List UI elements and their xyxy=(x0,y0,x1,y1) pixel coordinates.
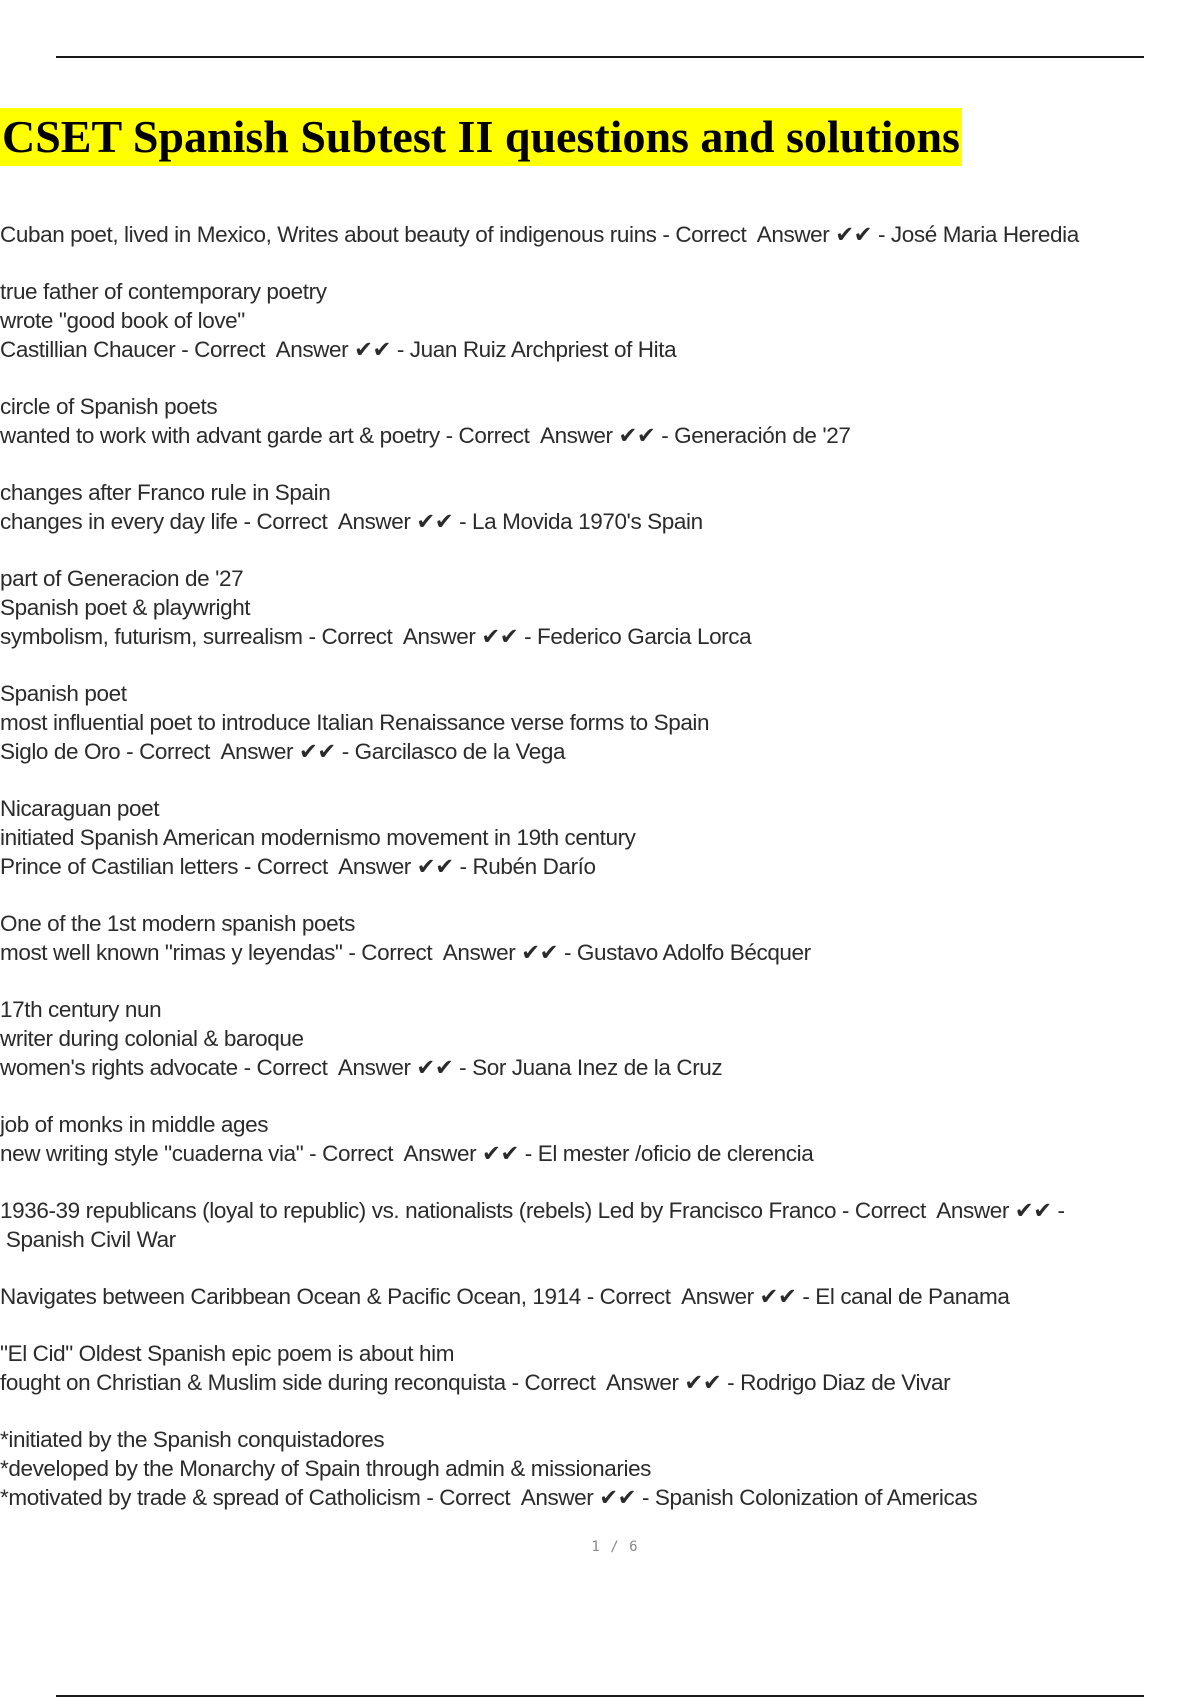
qa-entry-line: 1936-39 republicans (loyal to republic) vs. nationalists (rebels) Led by Francisco Franco - Correct Answer ✔✔ - xyxy=(0,1198,1065,1223)
page-number: 1 / 6 xyxy=(591,1539,639,1555)
qa-entry-line: Prince of Castilian letters - Correct Answer ✔✔ - Rubén Darío xyxy=(0,854,596,879)
header-rule xyxy=(56,56,1144,58)
qa-entry xyxy=(0,1339,1180,1397)
qa-entry-line: One of the 1st modern spanish poets xyxy=(0,911,355,936)
qa-entry-line: job of monks in middle ages xyxy=(0,1112,269,1137)
qa-entry-line: wanted to work with advant garde art & poetry - Correct Answer ✔✔ - Generación de '27 xyxy=(0,423,851,448)
qa-entry-line: Cuban poet, lived in Mexico, Writes about beauty of indigenous ruins - Correct Answer ✔✔ - José Maria Heredia xyxy=(0,222,1079,247)
qa-entry-line: Spanish Civil War xyxy=(0,1227,176,1252)
qa-entry-line: Spanish poet & playwright xyxy=(0,595,251,620)
qa-entry xyxy=(0,995,1180,1082)
qa-entry-line: circle of Spanish poets xyxy=(0,394,218,419)
qa-entry xyxy=(0,392,1180,450)
qa-entry-line: Siglo de Oro - Correct Answer ✔✔ - Garcilasco de la Vega xyxy=(0,739,566,764)
page-title: CSET Spanish Subtest II questions and solutions xyxy=(0,108,962,166)
qa-entry xyxy=(0,478,1180,536)
qa-entries-list xyxy=(0,220,1180,1540)
qa-entry-line: most well known "rimas y leyendas" - Correct Answer ✔✔ - Gustavo Adolfo Bécquer xyxy=(0,940,811,965)
qa-entry xyxy=(0,909,1180,967)
qa-entry-line: changes in every day life - Correct Answer ✔✔ - La Movida 1970's Spain xyxy=(0,509,703,534)
qa-entry-line: new writing style "cuaderna via" - Correct Answer ✔✔ - El mester /oficio de clerencia xyxy=(0,1141,814,1166)
qa-entry xyxy=(0,679,1180,766)
qa-entry-line: Navigates between Caribbean Ocean & Pacific Ocean, 1914 - Correct Answer ✔✔ - El canal de Panama xyxy=(0,1284,1010,1309)
qa-entry xyxy=(0,1110,1180,1168)
qa-entry xyxy=(0,794,1180,881)
qa-entry-line: *developed by the Monarchy of Spain through admin & missionaries xyxy=(0,1456,652,1481)
qa-entry-line: *initiated by the Spanish conquistadores xyxy=(0,1427,385,1452)
qa-entry-line: part of Generacion de '27 xyxy=(0,566,244,591)
qa-entry-line: women's rights advocate - Correct Answer ✔✔ - Sor Juana Inez de la Cruz xyxy=(0,1055,723,1080)
qa-entry-line: Spanish poet xyxy=(0,681,127,706)
qa-entry-line: true father of contemporary poetry xyxy=(0,279,327,304)
qa-entry xyxy=(0,1196,1180,1254)
qa-entry xyxy=(0,277,1180,364)
qa-entry-line: *motivated by trade & spread of Catholicism - Correct Answer ✔✔ - Spanish Colonization of Americas xyxy=(0,1485,978,1510)
qa-entry-line: fought on Christian & Muslim side during reconquista - Correct Answer ✔✔ - Rodrigo Diaz de Vivar xyxy=(0,1370,951,1395)
qa-entry-line: Nicaraguan poet xyxy=(0,796,160,821)
footer-rule xyxy=(56,1695,1144,1697)
title-container xyxy=(0,108,1200,166)
qa-entry-line: wrote "good book of love" xyxy=(0,308,245,333)
qa-entry-line: Castillian Chaucer - Correct Answer ✔✔ - Juan Ruiz Archpriest of Hita xyxy=(0,337,677,362)
qa-entry-line: symbolism, futurism, surrealism - Correct Answer ✔✔ - Federico Garcia Lorca xyxy=(0,624,752,649)
qa-entry xyxy=(0,1282,1180,1311)
qa-entry-line: initiated Spanish American modernismo movement in 19th century xyxy=(0,825,636,850)
qa-entry xyxy=(0,220,1180,249)
qa-entry-line: writer during colonial & baroque xyxy=(0,1026,304,1051)
qa-entry-line: changes after Franco rule in Spain xyxy=(0,480,331,505)
qa-entry-line: most influential poet to introduce Italian Renaissance verse forms to Spain xyxy=(0,710,710,735)
qa-entry-line: "El Cid" Oldest Spanish epic poem is about him xyxy=(0,1341,455,1366)
qa-entry-line: 17th century nun xyxy=(0,997,162,1022)
qa-entry xyxy=(0,1425,1180,1512)
qa-entry xyxy=(0,564,1180,651)
